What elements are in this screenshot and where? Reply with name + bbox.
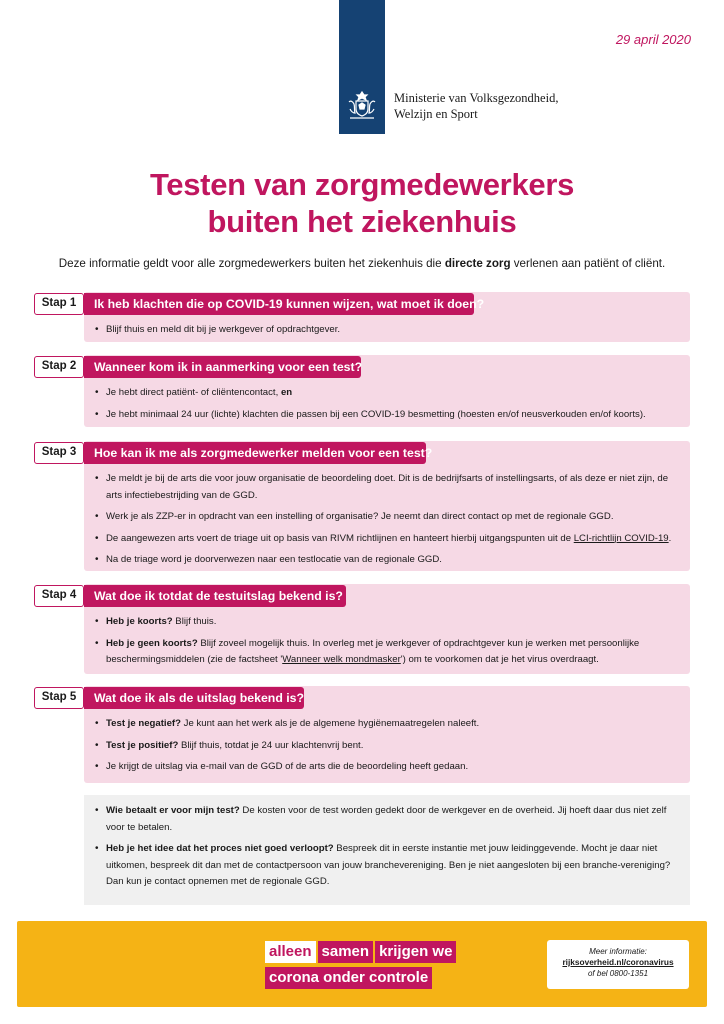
- step-3-bullet-3: [94, 531, 680, 548]
- campaign-slogan: [265, 941, 458, 989]
- more-info-phone-row: [547, 968, 689, 979]
- step-5-tag: Stap 5: [34, 687, 84, 709]
- step-4-bullet-1: [94, 614, 680, 631]
- rijksoverheid-link[interactable]: rijksoverheid.nl/coronavirus: [562, 957, 674, 967]
- step-5-bullet-1-bold: Test je negatief?: [106, 718, 181, 729]
- step-3-tag: Stap 3: [34, 442, 84, 464]
- intro-after: verlenen aan patiënt of cliënt.: [510, 257, 666, 270]
- step-3-bullet-1: • Je meldt je bij de arts die voor jouw organisatie de beoordeling doet. Dit is de bedrijfsarts of instellingsarts, of als deze er niet zijn, de arts infectiebestrijding van de GGD.: [94, 471, 680, 504]
- step-4-bullet-2-after: ') om te voorkomen dat je het virus overdraagt.: [400, 654, 599, 665]
- step-5-bullet-1: [94, 716, 680, 733]
- step-5-bullet-2-text: Blijf thuis, totdat je 24 uur klachtenvrij bent.: [178, 739, 364, 751]
- publication-date: 29 april 2020: [615, 32, 691, 47]
- info-bullet-payment-bold: Wie betaalt er voor mijn test?: [106, 805, 240, 816]
- step-5-bullet-2: [94, 738, 680, 755]
- step-5-bullet-1-text: Je kunt aan het werk als je de algemene hygiënemaatregelen naleeft.: [181, 718, 480, 729]
- extra-info-bullets: [84, 795, 690, 891]
- ministry-name: [394, 90, 558, 122]
- step-5-bullet-3: • Je krijgt de uitslag via e-mail van de GGD of de arts die de beoordeling heeft gedaan.: [94, 759, 680, 776]
- info-bullet-process: [94, 841, 680, 891]
- info-bullet-process-bold: Heb je het idee dat het proces niet goed verloopt?: [106, 843, 334, 854]
- step-2-bullet-1: [94, 385, 680, 402]
- ministry-line-2: Welzijn en Sport: [394, 107, 478, 121]
- title-line-2: buiten het ziekenhuis: [207, 204, 517, 239]
- extra-info-box: [84, 795, 690, 905]
- government-logo-bar: [339, 0, 385, 134]
- info-bullet-process-text: Bespreek dit in eerste instantie met jouw leidinggevende. Mocht je daar niet uitkomen, bespreek dit dan met de contactpersoon van jouw branchevereniging. Ben je niet aangesloten bij een branche-vereniging? Dan kun je contact opnemen met de regionale GGD.: [106, 843, 671, 887]
- more-info-box: [547, 940, 689, 989]
- intro-text: [0, 257, 724, 270]
- more-info-link-row: [547, 957, 689, 968]
- info-bullet-payment-text: De kosten voor de test worden gedekt door de werkgever en de overheid. Jij hoeft daar dus niet zelf voor te betalen.: [106, 805, 667, 833]
- step-2-tag: Stap 2: [34, 356, 84, 378]
- step-2-question: Wanneer kom ik in aanmerking voor een test?: [84, 356, 361, 378]
- title-line-1: Testen van zorgmedewerkers: [149, 167, 575, 202]
- step-3-bullet-2: • Werk je als ZZP-er in opdracht van een instelling of organisatie? Je neemt dan direct contact op met de regionale GGD.: [94, 509, 680, 526]
- more-info-label-text: Meer informatie:: [589, 947, 647, 956]
- step-1-tag: Stap 1: [34, 293, 84, 315]
- step-1-bullet-1: • Blijf thuis en meld dit bij je werkgever of opdrachtgever.: [94, 322, 680, 339]
- step-3-bullet-3-after: .: [668, 532, 672, 544]
- mouth-mask-factsheet-link[interactable]: Wanneer welk mondmasker: [282, 654, 401, 665]
- step-4-bullet-1-text: Blijf thuis.: [172, 616, 217, 627]
- intro-before: Deze informatie geldt voor alle zorgmedewerkers buiten het ziekenhuis die: [58, 257, 445, 270]
- step-2-bullet-1-bold: en: [280, 387, 293, 398]
- step-4-bullet-1-bold: Heb je koorts?: [106, 616, 173, 627]
- slogan-word-2: samen: [318, 941, 374, 963]
- step-2-bullet-1-text: Je hebt direct patiënt- of cliëntencontact,: [106, 387, 281, 398]
- step-3-question: Hoe kan ik me als zorgmedewerker melden voor een test?: [84, 442, 426, 464]
- slogan-word-3: krijgen we: [375, 941, 456, 963]
- step-4-bullet-2-bold: Heb je geen koorts?: [106, 637, 198, 649]
- slogan-word-1: alleen: [265, 941, 316, 963]
- page-title: [0, 166, 724, 240]
- intro-bold: directe zorg: [444, 257, 511, 270]
- step-3-bullet-3-text: De aangewezen arts voert de triage uit op basis van RIVM richtlijnen en hanteert hierbij uitgangspunten uit de: [106, 532, 574, 544]
- slogan-row-1: [265, 941, 458, 963]
- step-2-bullet-2: • Je hebt minimaal 24 uur (lichte) klachten die passen bij een COVID-19 besmetting (hoesten en/of neusverkouden en/of koorts).: [94, 407, 680, 424]
- step-5-bullet-2-bold: Test je positief?: [106, 739, 179, 751]
- more-info-label: [547, 946, 689, 957]
- slogan-line-2: corona onder controle: [265, 967, 432, 989]
- step-5-question: Wat doe ik als de uitslag bekend is?: [84, 687, 304, 709]
- info-bullet-payment: [94, 803, 680, 836]
- slogan-row-2: [265, 967, 458, 989]
- step-4-question: Wat doe ik totdat de testuitslag bekend is?: [84, 585, 346, 607]
- step-4-tag: Stap 4: [34, 585, 84, 607]
- ministry-line-1: Ministerie van Volksgezondheid,: [394, 91, 559, 105]
- dutch-royal-crest-icon: [344, 88, 380, 124]
- more-info-phone: of bel 0800-1351: [587, 969, 649, 978]
- step-4-bullet-2: [94, 636, 680, 669]
- lci-guideline-link[interactable]: LCI-richtlijn COVID-19: [573, 532, 669, 544]
- footer-banner: [17, 921, 707, 1007]
- step-4-bullet-2-text: Blijf zoveel mogelijk thuis. In overleg met je werkgever of opdrachtgever kun je werken met persoonlijke beschermingsmiddelen (zie de factsheet ': [106, 637, 640, 665]
- step-1-question: Ik heb klachten die op COVID-19 kunnen wijzen, wat moet ik doen?: [84, 293, 474, 315]
- step-3-bullet-4: • Na de triage word je doorverwezen naar een testlocatie van de regionale GGD.: [94, 552, 680, 569]
